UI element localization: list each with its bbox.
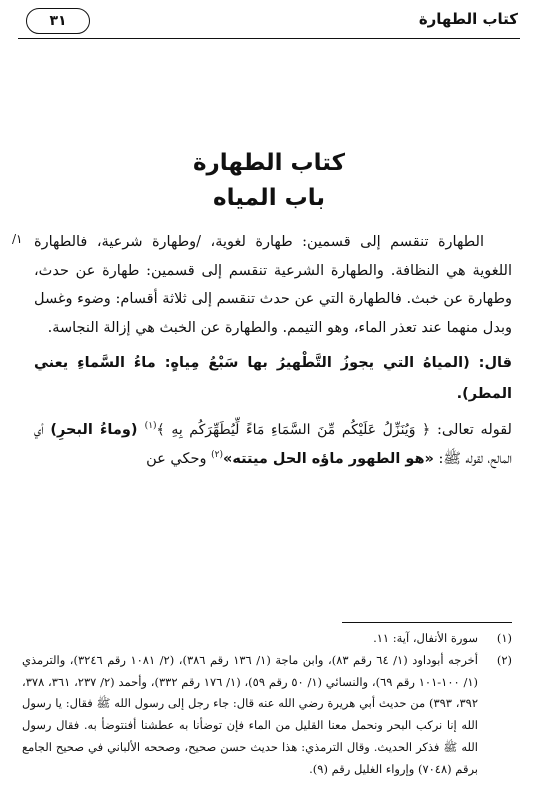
footnote-text: أخرجه أبوداود (١/ ٦٤ رقم ٨٣)، وابن ماجة (١/ ١٣٦ رقم ٣٨٦)، (٢/ ١٠٨١ رقم ٣٢٤٦)، والترمذي (١/ ١٠٠-١٠١ رقم ٦٩)، والنسائي (١/ ٥٠ رقم ٥٩)، (١/ ١٧٦ رقم ٣٣٢)، وأحمد (٢/ ٢٣٧، ٣٦١، ٣٧٨، ٣٩٢، ٣٩٣) من حديث أبي هريرة رضي الله عنه قال: جاء رجل إلى رسول الله ﷺ فقال: يا رسول الله إنا نركب البحر ونحمل معنا القليل من الماء فإن توضأنا به عطشنا أفنتوضأ به. فقال رسول الله ﷺ فذكر الحديث. وقال الترمذي: هذا حديث حسن صحيح، وصححه الألباني في صحيح الجامع برقم (٧٠٤٨) وإرواء الغليل رقم (٩). bbox=[22, 652, 479, 776]
book-title: كتاب الطهارة bbox=[192, 150, 346, 176]
footnotes bbox=[22, 628, 512, 781]
matn-paragraph: قال: (المياهُ التي يجوزُ التَّطْهيرُ بها سَبْعُ مِياهٍ: ماءُ السَّماءِ يعني المطر). bbox=[34, 355, 512, 402]
body-text bbox=[34, 228, 512, 473]
footnote-number: (١) bbox=[496, 631, 512, 645]
running-title: كتاب الطهارة bbox=[418, 10, 518, 28]
header-rule bbox=[18, 38, 520, 39]
running-header bbox=[20, 8, 518, 36]
footnote-number: (٢) bbox=[496, 652, 512, 667]
intro-paragraph: الطهارة تنقسم إلى قسمين: طهارة لغوية، /وطهارة شرعية، فالطهارة اللغوية هي النظافة. والطهارة الشرعية تنقسم إلى قسمين: طهارة عن حدث، وطهارة عن خبث. فالطهارة التي عن حدث تنقسم إلى ثلاثة أقسام: وضوء وغسل وبدل منهما عند تعذر الماء، وهو التيمم. والطهارة عن الخبث هي إزالة النجاسة. bbox=[34, 234, 512, 336]
evidence-line-2: أي المالح، لقوله ﷺ: bbox=[34, 422, 512, 467]
footnote-separator bbox=[342, 622, 512, 623]
evidence-lead: لقوله تعالى: bbox=[430, 422, 512, 438]
page-number-badge: ٣١ bbox=[26, 8, 90, 34]
manuscript-folio-marker: ١/ bbox=[12, 232, 23, 246]
matn-sea-water: (وماءُ البحرِ) bbox=[50, 422, 145, 438]
hadith-text: «هو الطهور ماؤه الحل ميتته» bbox=[222, 450, 434, 467]
footnote-item bbox=[22, 628, 512, 650]
chapter-title: باب المياه bbox=[213, 185, 325, 211]
footnote-ref-1: (١) bbox=[144, 421, 157, 432]
footnote-text: سورة الأنفال، آية: ١١. bbox=[373, 631, 478, 645]
footnote-ref-2: (٢) bbox=[211, 449, 223, 460]
footnote-item bbox=[22, 650, 512, 781]
evidence-tail: وحكي عن bbox=[146, 450, 212, 467]
evidence-paragraph bbox=[34, 416, 512, 473]
quran-verse: ﴿ وَيُنَزِّلُ عَلَيْكُم مِّنَ السَّمَاءِ مَاءً لِّيُطَهِّرَكُم بِهِ ﴾ bbox=[156, 422, 431, 438]
